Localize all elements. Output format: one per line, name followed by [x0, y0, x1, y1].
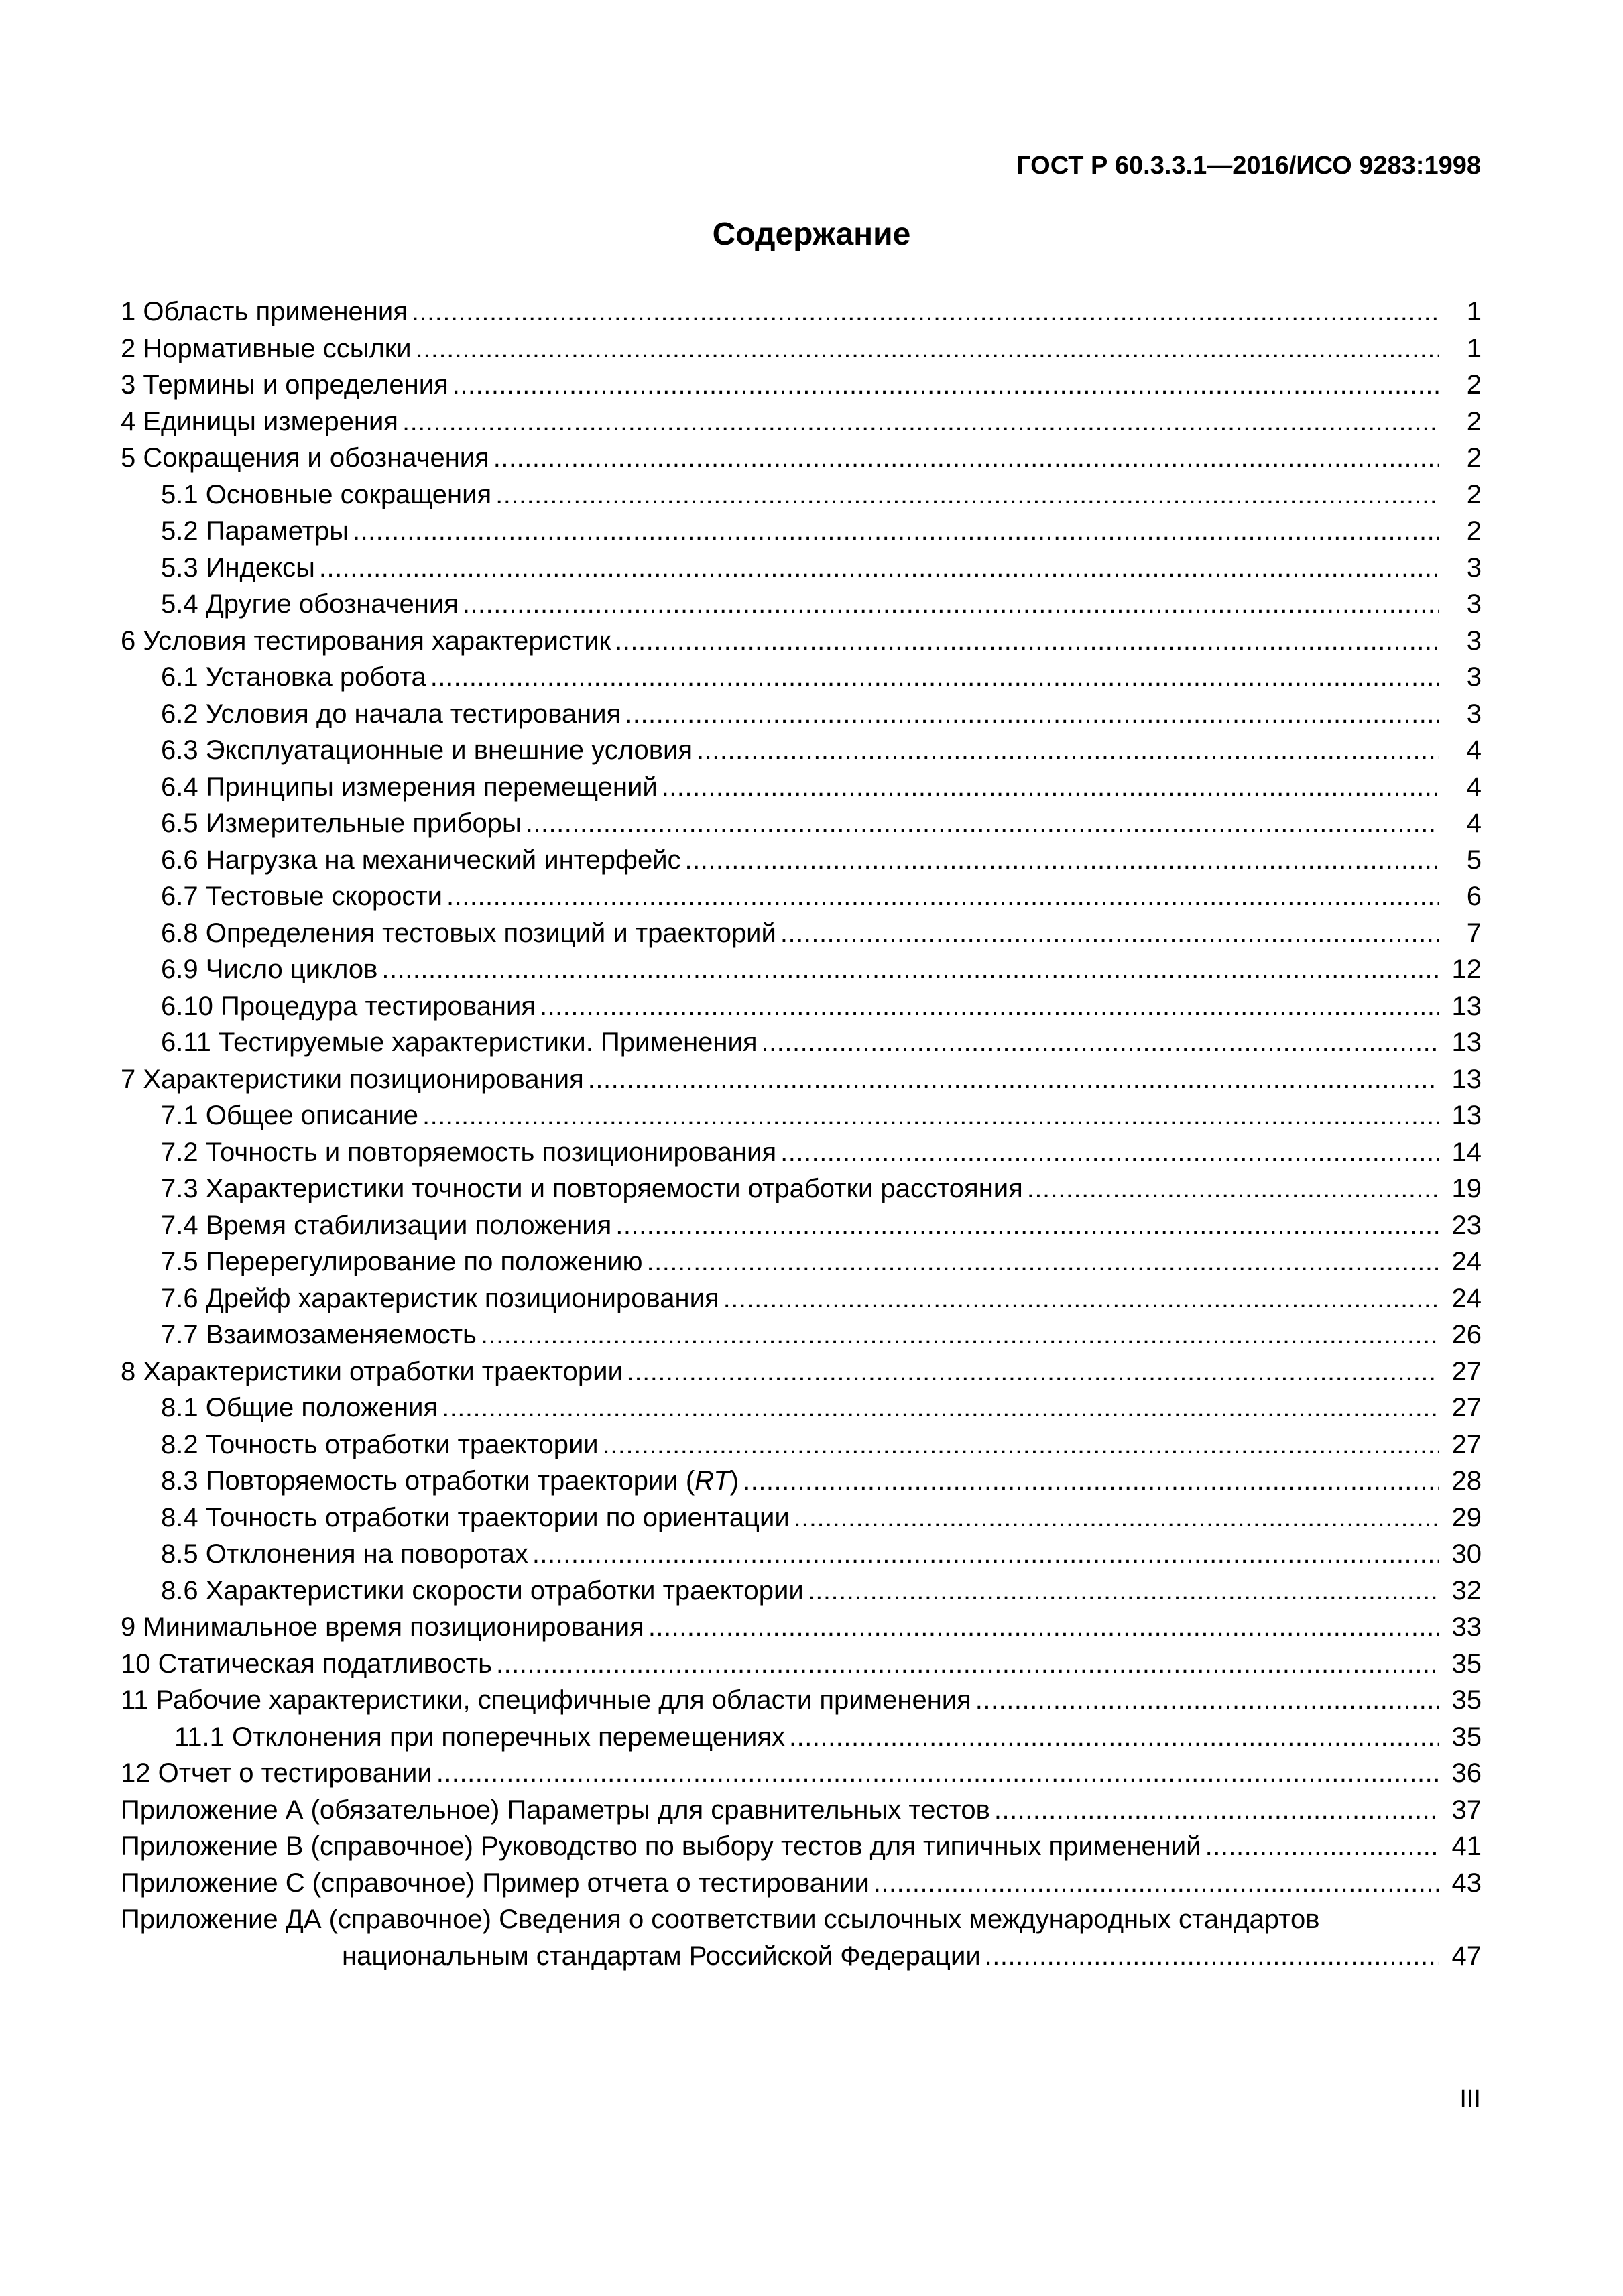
dot-leader — [422, 1097, 1439, 1134]
toc-entry-label: 8.3 Повторяемость отработки траектории (RT) — [161, 1463, 743, 1500]
toc-entry-label: 11.1 Отклонения при поперечных перемещениях — [174, 1719, 789, 1756]
toc-entry[interactable] — [121, 1244, 1482, 1280]
dot-leader — [540, 988, 1439, 1025]
toc-entry[interactable] — [121, 1682, 1482, 1719]
toc-entry-page: 13 — [1451, 1064, 1482, 1094]
dot-leader — [353, 513, 1439, 550]
toc-entry-label: 6.8 Определения тестовых позиций и траекторий — [161, 915, 780, 952]
dot-leader — [994, 1792, 1439, 1829]
toc-entry-page: 32 — [1451, 1575, 1482, 1606]
toc-entry[interactable] — [121, 769, 1482, 806]
dot-leader — [985, 1938, 1439, 1975]
toc-entry[interactable] — [121, 988, 1482, 1025]
toc-entry-label: 8.2 Точность отработки траектории — [161, 1427, 603, 1463]
dot-leader — [808, 1573, 1439, 1610]
toc-entry-page: 4 — [1466, 735, 1482, 765]
toc-entry[interactable] — [121, 1828, 1482, 1865]
dot-leader — [526, 805, 1439, 842]
dot-leader — [789, 1719, 1439, 1756]
toc-entry-page: 47 — [1451, 1941, 1482, 1971]
toc-entry[interactable] — [121, 550, 1482, 587]
toc-entry[interactable] — [121, 1755, 1482, 1792]
toc-entry-label: 7 Характеристики позиционирования — [121, 1061, 588, 1098]
toc-entry-page: 7 — [1466, 918, 1482, 948]
toc-entry-label: 6.4 Принципы измерения перемещений — [161, 769, 662, 806]
toc-entry[interactable] — [121, 1865, 1482, 1902]
page-number: III — [1459, 2085, 1481, 2113]
toc-entry[interactable] — [121, 1573, 1482, 1610]
toc-entry[interactable] — [121, 1427, 1482, 1463]
dot-leader — [481, 1317, 1439, 1353]
dot-leader — [615, 1207, 1439, 1244]
toc-entry[interactable] — [121, 878, 1482, 915]
toc-entry-label: 9 Минимальное время позиционирования — [121, 1609, 648, 1646]
toc-entry-page: 6 — [1466, 882, 1482, 911]
toc-entry[interactable] — [121, 367, 1482, 404]
toc-entry[interactable] — [121, 404, 1482, 440]
toc-entry[interactable] — [121, 1390, 1482, 1427]
toc-entry[interactable] — [121, 1061, 1482, 1098]
toc-entry-page: 13 — [1451, 1101, 1482, 1130]
toc-entry-page: 24 — [1451, 1247, 1482, 1276]
toc-entry[interactable] — [121, 1536, 1482, 1573]
toc-entry-page: 3 — [1466, 552, 1482, 583]
toc-entry-label: Приложение А (обязательное) Параметры для сравнительных тестов — [121, 1792, 994, 1829]
toc-entry-label: 8.1 Общие положения — [161, 1390, 442, 1427]
toc-entry-label: 8 Характеристики отработки траектории — [121, 1353, 627, 1390]
dot-leader — [496, 1646, 1439, 1683]
toc-entry-label: 5.3 Индексы — [161, 550, 319, 587]
dot-leader — [743, 1463, 1439, 1500]
toc-entry-page: 3 — [1466, 662, 1482, 692]
dot-leader — [463, 586, 1439, 623]
toc-entry-label-line1: Приложение ДА (справочное) Сведения о соответствии ссылочных международных стандартов — [121, 1905, 1320, 1934]
dot-leader — [794, 1500, 1439, 1536]
toc-entry[interactable] — [121, 1792, 1482, 1829]
toc-title: Содержание — [712, 217, 911, 252]
toc-entry[interactable] — [121, 1024, 1482, 1061]
toc-entry-label: 2 Нормативные ссылки — [121, 330, 416, 367]
dot-leader — [402, 404, 1439, 440]
toc-entry-page: 28 — [1451, 1466, 1482, 1496]
toc-entry-page: 27 — [1451, 1356, 1482, 1386]
toc-entry-page: 14 — [1451, 1137, 1482, 1167]
dot-leader — [319, 550, 1439, 587]
toc-entry-page: 3 — [1466, 699, 1482, 729]
dot-leader — [436, 1755, 1439, 1792]
dot-leader — [603, 1427, 1439, 1463]
toc-entry-label: 8.4 Точность отработки траектории по ориентации — [161, 1500, 794, 1536]
toc-entry-page: 26 — [1451, 1320, 1482, 1349]
toc-entry-page: 2 — [1466, 370, 1482, 400]
toc-entry[interactable] — [121, 1134, 1482, 1171]
dot-leader — [495, 477, 1439, 513]
dot-leader — [697, 732, 1439, 769]
toc-entry-page: 35 — [1451, 1685, 1482, 1715]
toc-entry-label: 6.5 Измерительные приборы — [161, 805, 526, 842]
toc-entry[interactable] — [121, 1901, 1482, 1974]
dot-leader — [662, 769, 1439, 806]
toc-entry[interactable] — [121, 330, 1482, 367]
toc-entry-page: 2 — [1466, 406, 1482, 436]
toc-entry[interactable] — [121, 732, 1482, 769]
toc-entry[interactable] — [121, 1170, 1482, 1207]
dot-leader — [723, 1280, 1439, 1317]
toc-entry-label: 8.5 Отклонения на поворотах — [161, 1536, 532, 1573]
toc-entry-page: 29 — [1451, 1502, 1482, 1532]
toc-entry-label: 7.3 Характеристики точности и повторяемости отработки расстояния — [161, 1170, 1027, 1207]
toc-entry-label: Приложение С (справочное) Пример отчета о тестировании — [121, 1865, 874, 1902]
toc-entry-page: 23 — [1451, 1210, 1482, 1240]
dot-leader — [416, 330, 1439, 367]
dot-leader — [588, 1061, 1439, 1098]
dot-leader — [647, 1244, 1439, 1280]
toc-entry[interactable] — [121, 659, 1482, 696]
toc-entry-page: 12 — [1451, 955, 1482, 984]
toc-entry-label: 7.2 Точность и повторяемость позиционирования — [161, 1134, 780, 1171]
toc-entry[interactable] — [121, 623, 1482, 660]
toc-entry-page: 5 — [1466, 845, 1482, 875]
dot-leader — [780, 1134, 1439, 1171]
toc-entry[interactable] — [121, 440, 1482, 477]
dot-leader — [430, 659, 1439, 696]
toc-entry-label: 3 Термины и определения — [121, 367, 453, 404]
doc-code: ГОСТ Р 60.3.3.1—2016/ИСО 9283:1998 — [1016, 152, 1481, 180]
dot-leader — [975, 1682, 1439, 1719]
dot-leader — [446, 878, 1439, 915]
toc-entry[interactable] — [121, 586, 1482, 623]
dot-leader — [615, 623, 1439, 660]
toc-entry-label: 6.3 Эксплуатационные и внешние условия — [161, 732, 697, 769]
dot-leader — [442, 1390, 1439, 1427]
toc-entry[interactable] — [121, 842, 1482, 879]
toc-entry-label: 5 Сокращения и обозначения — [121, 440, 493, 477]
toc-entry-label: 10 Статическая податливость — [121, 1646, 496, 1683]
dot-leader — [625, 696, 1439, 733]
dot-leader — [532, 1536, 1439, 1573]
dot-leader — [685, 842, 1439, 879]
toc-entry[interactable] — [121, 1280, 1482, 1317]
toc-entry-page: 3 — [1466, 589, 1482, 619]
toc-entry-label: 7.6 Дрейф характеристик позиционирования — [161, 1280, 723, 1317]
toc-entry-label: 7.5 Перерегулирование по положению — [161, 1244, 647, 1280]
toc-entry[interactable] — [121, 513, 1482, 550]
toc-entry-page: 3 — [1466, 625, 1482, 656]
toc-entry[interactable] — [121, 915, 1482, 952]
toc-entry-label: 6 Условия тестирования характеристик — [121, 623, 615, 660]
toc-entry-page: 35 — [1451, 1721, 1482, 1752]
toc-entry-page: 36 — [1451, 1758, 1482, 1788]
toc-entry-page: 35 — [1451, 1648, 1482, 1679]
toc-entry-label: 1 Область применения — [121, 294, 412, 330]
toc-entry-label: 6.10 Процедура тестирования — [161, 988, 540, 1025]
toc-entry[interactable] — [121, 1463, 1482, 1500]
toc-entry-page: 30 — [1451, 1539, 1482, 1569]
toc-entry-label: 6.9 Число циклов — [161, 951, 381, 988]
toc-entry[interactable] — [121, 1646, 1482, 1683]
toc-entry-page: 1 — [1466, 297, 1482, 326]
dot-leader — [627, 1353, 1439, 1390]
toc-entry-label: 7.1 Общее описание — [161, 1097, 422, 1134]
toc-entry-label: 6.6 Нагрузка на механический интерфейс — [161, 842, 685, 879]
toc-entry[interactable] — [121, 1719, 1482, 1756]
toc-entry-label: 7.7 Взаимозаменяемость — [161, 1317, 481, 1353]
toc-entry-page: 4 — [1466, 772, 1482, 802]
toc-entry-page: 27 — [1451, 1393, 1482, 1423]
dot-leader — [1205, 1828, 1439, 1865]
toc-entry[interactable] — [121, 1207, 1482, 1244]
toc-entry-page: 2 — [1466, 516, 1482, 546]
dot-leader — [381, 951, 1439, 988]
table-of-contents — [121, 294, 1482, 1974]
dot-leader — [1027, 1170, 1439, 1207]
dot-leader — [493, 440, 1439, 477]
dot-leader — [648, 1609, 1439, 1646]
dot-leader — [874, 1865, 1439, 1902]
toc-entry-page: 2 — [1466, 479, 1482, 509]
toc-entry-page: 1 — [1466, 333, 1482, 363]
dot-leader — [453, 367, 1439, 404]
toc-entry-label: 11 Рабочие характеристики, специфичные для области применения — [121, 1682, 975, 1719]
toc-entry-page: 19 — [1451, 1174, 1482, 1203]
toc-entry[interactable] — [121, 1317, 1482, 1353]
toc-entry-page: 24 — [1451, 1283, 1482, 1313]
toc-entry-page: 13 — [1451, 991, 1482, 1021]
toc-entry-label: 5.4 Другие обозначения — [161, 586, 463, 623]
dot-leader — [780, 915, 1439, 952]
toc-entry-label: 6.1 Установка робота — [161, 659, 430, 696]
toc-entry-label: 4 Единицы измерения — [121, 404, 402, 440]
toc-entry-page: 27 — [1451, 1429, 1482, 1459]
toc-entry-label: 6.11 Тестируемые характеристики. Применения — [161, 1024, 762, 1061]
toc-entry[interactable] — [121, 1500, 1482, 1536]
toc-entry-page: 41 — [1451, 1831, 1482, 1861]
dot-leader — [762, 1024, 1439, 1061]
toc-entry-label: 5.2 Параметры — [161, 513, 353, 550]
toc-entry[interactable] — [121, 1097, 1482, 1134]
toc-entry-page: 43 — [1451, 1868, 1482, 1898]
toc-entry-label: 6.7 Тестовые скорости — [161, 878, 446, 915]
toc-entry-page: 13 — [1451, 1028, 1482, 1057]
toc-entry-page: 4 — [1466, 808, 1482, 838]
toc-entry-label: 6.2 Условия до начала тестирования — [161, 696, 625, 733]
toc-entry[interactable] — [121, 805, 1482, 842]
toc-entry-label: Приложение В (справочное) Руководство по выбору тестов для типичных применений — [121, 1828, 1205, 1865]
toc-entry-label: 12 Отчет о тестировании — [121, 1755, 436, 1792]
toc-entry[interactable] — [121, 294, 1482, 330]
toc-entry-label: 7.4 Время стабилизации положения — [161, 1207, 615, 1244]
toc-entry-label: 8.6 Характеристики скорости отработки траектории — [161, 1573, 808, 1610]
toc-entry-page: 33 — [1451, 1612, 1482, 1642]
toc-entry[interactable] — [121, 696, 1482, 733]
toc-entry[interactable] — [121, 477, 1482, 513]
toc-entry[interactable] — [121, 1609, 1482, 1646]
dot-leader — [412, 294, 1439, 330]
toc-entry-page: 2 — [1466, 443, 1482, 473]
toc-entry[interactable] — [121, 1353, 1482, 1390]
toc-entry-label: национальным стандартам Российской Федерации — [342, 1938, 985, 1975]
toc-entry-page: 37 — [1451, 1795, 1482, 1825]
toc-entry-label: 5.1 Основные сокращения — [161, 477, 495, 513]
toc-entry[interactable] — [121, 951, 1482, 988]
